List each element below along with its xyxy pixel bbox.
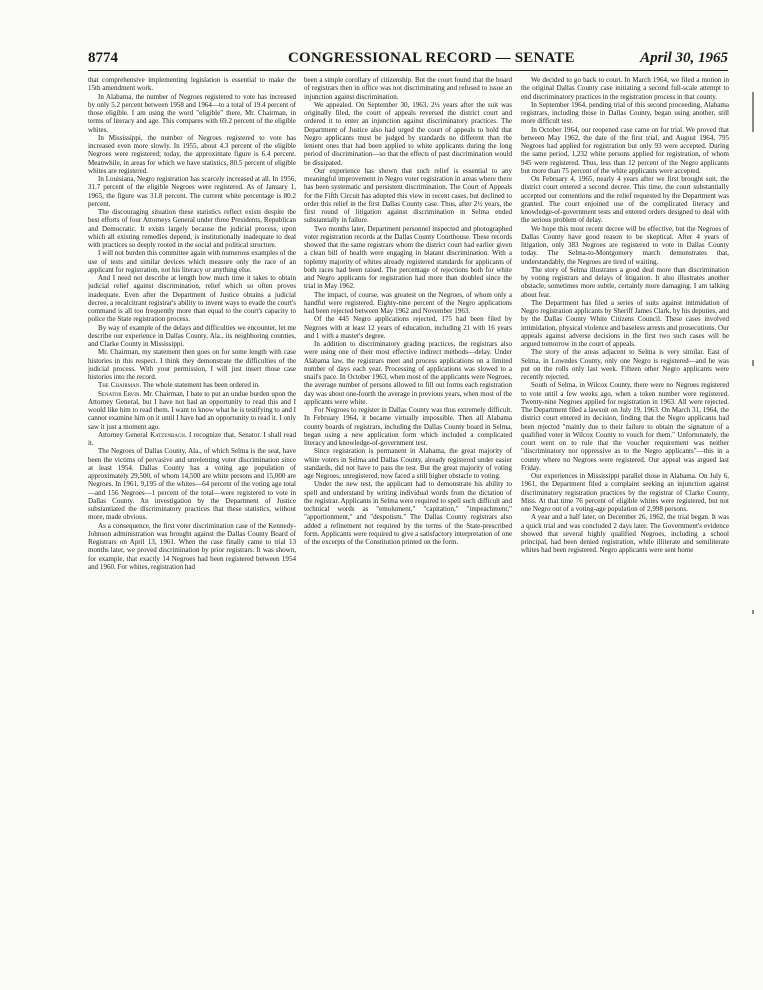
paragraph: In addition to discriminatory grading practices, the registrars also were using one of their most effective indirect methods—delay. Under Alabama law, the registrars meet and process applications on a limited number of days each year. Processing of applications was slowed to a snail's pace. In October 1963, when most of the applicants were Negroes, the average number of persons allowed to fill out forms each registration day was about one-fourth the average in previous years, when most of the applicants were white.: [304, 340, 512, 406]
paragraph: The story of the areas adjacent to Selma is very similar. East of Selma, in Lowndes County, only one Negro is registered—and he was put on the rolls only last week. Fifteen other Negro applicants were recently rejected.: [521, 348, 729, 381]
paragraph: South of Selma, in Wilcox County, there were no Negroes registered to vote until a few weeks ago, when a token number were registered. Twenty-nine Negroes applied for registration in 1963. All were rejected. The Department filed a lawsuit on July 19, 1963. On March 31, 1964, the district court entered its decision, finding that the Negro applicants had been rejected "mainly due to their failure to obtain the signature of a qualified voter in Wilcox County to vouch for them." Unfortunately, the court went on to rule that the voucher requirement was neither "discriminatory nor oppressive as to the Negro applicants"—this in a county where no Negroes were registered. Our appeal was argued last Friday.: [521, 381, 729, 472]
scan-margin-mark: [752, 610, 754, 614]
paragraph: The discouraging situation these statistics reflect exists despite the best efforts of four Attorneys General under three Presidents, Republican and Democratic. It exists largely because the judicial process, upon which all existing remedies depend, is institutionally inadequate to deal with practices so deeply rooted in the social and political structure.: [88, 208, 296, 249]
speaker-name: Katzenbach.: [150, 430, 187, 439]
issue-date: April 30, 1965: [640, 50, 728, 66]
paragraph: We appealed. On September 30, 1963, 2½ years after the suit was originally filed, the court of appeals reversed the district court and ordered it to enter an injunction against discriminatory practices. The Department of Justice also had urged the court of appeals to hold that Negro applicants must be judged by standards no different than the lenient ones that had been applied to white applicants during the long period of discrimination—so that the effects of past discrimination would be dissipated.: [304, 100, 512, 167]
scan-margin-mark: [752, 360, 754, 366]
speech-text: I recognize that, Senator. I shall read it.: [88, 430, 296, 447]
paragraph: Since registration is permanent in Alabama, the great majority of white voters in Selma and Dallas County, already registered under easier standards, did not have to pass the test. But the great majority of voting age Negroes, unregistered, now faced a still higher obstacle to voting.: [304, 447, 512, 480]
paragraph: [88, 390, 296, 431]
speech-text: The whole statement has been ordered in.: [141, 381, 260, 390]
page-header: [88, 50, 728, 71]
paragraph: In Mississippi, the number of Negroes registered to vote has increased even more slowly. In 1955, about 4.3 percent of the eligible Negroes were registered; today, the approximate figure is 6.4 percent. Meanwhile, in areas for which we have statistics, 80.5 percent of eligible whites are registered.: [88, 133, 296, 175]
paragraph: [88, 381, 296, 389]
paragraph: A year and a half later, on December 26, 1962, the trial began. It was a quick trial and was concluded 2 days later. The Government's evidence showed that several highly qualified Negroes, including a school principal, had been denied registration, while illiterate and semiliterate whites had been registered. Negro applicants were sent home: [521, 513, 729, 555]
paragraph: I will not burden this committee again with numerous examples of the use of tests and similar devices which measure only the race of an applicant for registration, not his literacy or anything else.: [88, 249, 296, 274]
paragraph: Our experiences in Mississippi parallel those in Alabama. On July 6, 1961, the Department filed a complaint seeking an injunction against discriminatory registration practices by the registrar of Clarke County, Miss. At that time 76 percent of eligible whites were registered, but not one Negro out of a voting-age population of 2,998 persons.: [521, 472, 729, 513]
page-number: 8774: [88, 50, 118, 66]
paragraph: As a consequence, the first voter discrimination case of the Kennedy-Johnson administration was brought against the Dallas County Board of Registrars on April 13, 1961. When the case finally came to trial 13 months later, we proved discrimination by prior registrars. It was shown, for example, that exactly 14 Negroes had been registered between 1954 and 1960. For whites, registration had: [88, 521, 296, 571]
scan-margin-mark: [752, 92, 754, 132]
paragraph: [88, 431, 296, 448]
paragraph: On February 4, 1965, nearly 4 years after we first brought suit, the district court entered a second decree. This time, the court substantially accepted our contentions and the relief requested by the Department was granted. The court enjoined use of the complicated literacy and knowledge-of-government tests and entered orders designed to deal with the serious problem of delay.: [521, 175, 729, 225]
paragraph: In Alabama, the number of Negroes registered to vote has increased by only 5.2 percent between 1958 and 1964—to a total of 19.4 percent of those eligible. I am using the word "eligible" there, Mr. Chairman, in terms of literacy and age. This compares with 69.2 percent of the eligible whites.: [88, 92, 296, 134]
speaker-name: Senator Ervin.: [98, 389, 142, 398]
text-column-1: [88, 76, 296, 956]
paragraph: And I need not describe at length how much time it takes to obtain judicial relief against discrimination, relief which so often proves inadequate. Even after the Department of Justice obtains a judicial decree, a recalcitrant registrar's ability to invent ways to evade the court's command is all too frequently more than equal to the court's capacity to police the State registration process.: [88, 274, 296, 324]
paragraph: The impact, of course, was greatest on the Negroes, of whom only a handful were registered. Eighty-nine percent of the Negro applications had been rejected between May 1962 and November 1963.: [304, 290, 512, 315]
paragraph: We decided to go back to court. In March 1964, we filed a motion in the original Dallas County case initiating a second full-scale attempt to end discriminatory practices in the registration process in that county.: [521, 76, 729, 101]
speaker-title: Attorney General: [98, 430, 151, 439]
paragraph: The story of Selma illustrates a good deal more than discrimination by voting registrars and delays of litigation. It also illustrates another obstacle, sometimes more subtle, certainly more damaging. I am talking about fear.: [521, 265, 729, 299]
paragraph: In October 1964, our reopened case came on for trial. We proved that between May 1962, the date of the first trial, and August 1964, 795 Negroes had applied for registration but only 93 were accepted. During the same period, 1,232 white persons applied for registration, of whom 945 were registered. Thus, less than 12 percent of the Negro applicants but more than 75 percent of the white applicants were accepted.: [521, 125, 729, 175]
paragraph: In Louisiana, Negro registration has scarcely increased at all. In 1956, 31.7 percent of the eligible Negroes were registered. As of January 1, 1965, the figure was 31.8 percent. The current white percentage is 80.2 percent.: [88, 175, 296, 208]
text-column-2: [304, 76, 512, 956]
paragraph: By way of example of the delays and difficulties we encounter, let me describe our experience in Dallas County, Ala., its neighboring counties, and Clarke County in Mississippi.: [88, 323, 296, 348]
paragraph: For Negroes to register in Dallas County was thus extremely difficult. In February 1964, it became virtually impossible. Then all Alabama county boards of registrars, including the Dallas County board in Selma, began using a new application form which included a complicated literacy and knowledge-of-government test.: [304, 406, 512, 447]
paragraph: Mr. Chairman, my statement then goes on for some length with case histories in this respect. I think they demonstrate the difficulties of the judicial process. With your permission, I will just insert those case histories into the record.: [88, 348, 296, 381]
paragraph: Two months later, Department personnel inspected and photographed voter registration records at the Dallas County Courthouse. These records showed that the same registrars whom the district court had earlier given a clean bill of health were engaging in blatant discrimination. With a toplenty majority of whites already registered standards for applicants of both races had been raised. The percentage of rejections both for white and Negro applicants for registration had more than doubled since the trial in May 1962.: [304, 224, 512, 291]
speech-text: Mr. Chairman, I hate to put an undue burden upon the Attorney General, but I have not had an opportunity to read this and I would like him to read them. I want to know what he is testifying to and I cannot examine him on it until I have had an opportunity to read it. I only saw it just a moment ago.: [88, 389, 296, 431]
text-column-3: [521, 76, 729, 956]
publication-title: CONGRESSIONAL RECORD — SENATE: [288, 50, 575, 66]
paragraph: Under the new test, the applicant had to demonstrate his ability to spell and understand by writing individual words from the dictation of the registrar. Applicants in Selma were required to spell such difficult and technical words as "emolument," "capitation," "impeachment," "apportionment," and "despotism." The Dallas County registrars also added a refinement not required by the terms of the State-prescribed form. Applicants were required to give a satisfactory interpretation of one of the excerpts of the Constitution printed on the form.: [304, 480, 512, 546]
paragraph: We hope this most recent decree will be effective, but the Negroes of Dallas County have good reason to be skeptical. After 4 years of litigation, only 383 Negroes are registered to vote in Dallas County today. The Selma-to-Montgomery march demonstrates that, understandably, the Negroes are tired of waiting.: [521, 224, 729, 266]
paragraph: In September 1964, pending trial of this second proceeding, Alabama registrars, including those in Dallas County, began using another, still more difficult test.: [521, 100, 729, 126]
paragraph: The Negroes of Dallas County, Ala., of which Selma is the seat, have been the victims of pervasive and unrelenting voter discrimination since at least 1954. Dallas County has a voting age population of approximately 29,500, of whom 14,500 are white persons and 15,000 are Negroes. In 1961, 9,195 of the whites—64 percent of the voting age total—and 156 Negroes—1 percent of the total—were registered to vote in Dallas County. An investigation by the Department of Justice substantiated the discriminatory practices that these statistics, without more, made obvious.: [88, 447, 296, 522]
paragraph: that comprehensive implementing legislation is essential to make the 15th amendment work.: [88, 76, 296, 93]
paragraph: The Department has filed a series of suits against intimidation of Negro registration applicants by Sheriff James Clark, by his deputies, and by the Dallas County White Citizens Council. These cases involved intimidation, physical violence and baseless arrests and prosecutions. Our appeals against adverse decisions in the first two such cases will be argued tomorrow in the court of appeals.: [521, 298, 729, 348]
paragraph: Our experience has shown that such relief is essential to any meaningful improvement in Negro voter registration in areas where there has been systematic and persistent discrimination. The Court of Appeals for the Fifth Circuit has adopted this view in recent cases, but declined to order this relief in the first Dallas County case. Thus, after 2½ years, the first round of litigation against discrimination in Selma ended substantially in failure.: [304, 166, 512, 225]
paragraph: been a simple corollary of citizenship. But the court found that the board of registrars then in office was not discriminating and refused to issue an injunction against discrimination.: [304, 76, 512, 101]
paragraph: Of the 445 Negro applications rejected, 175 had been filed by Negroes with at least 12 years of education, including 21 with 16 years and 1 with a master's degree.: [304, 315, 512, 340]
speaker-name: The Chairman.: [98, 381, 142, 390]
